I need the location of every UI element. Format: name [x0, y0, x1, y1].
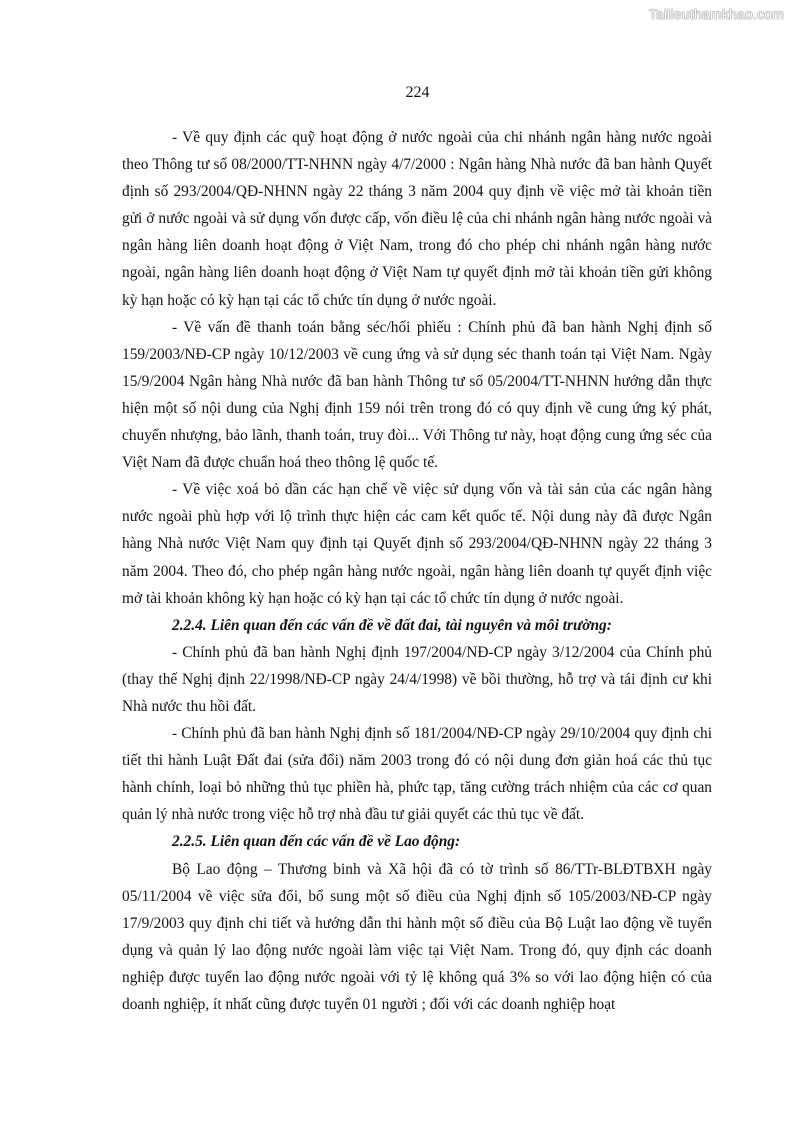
paragraph-decree-197: - Chính phủ đã ban hành Nghị định 197/2004/NĐ-CP ngày 3/12/2004 của Chính phủ (thay thế Nghị định 22/1998/NĐ-CP ngày 24/4/1998) về bồi thường, hỗ trợ và tái định cư khi Nhà nước thu hồi đất.: [122, 643, 712, 715]
paragraph-foreign-funds: - Về quy định các quỹ hoạt động ở nước ngoài của chi nhánh ngân hàng nước ngoài theo Thông tư số 08/2000/TT-NHNN ngày 4/7/2000 : Ngân hàng Nhà nước đã ban hành Quyết định số 293/2004/QĐ-NHNN ngày 22 tháng 3 năm 2004 quy định về việc mở tài khoản tiền gửi ở nước ngoài và sử dụng vốn được cấp, vốn điều lệ của chi nhánh ngân hàng nước ngoài và ngân hàng liên doanh hoạt động ở Việt Nam, trong đó cho phép chi nhánh ngân hàng nước ngoài, ngân hàng liên doanh hoạt động ở Việt Nam tự quyết định mở tài khoản tiền gửi không kỳ hạn hoặc có kỳ hạn tại các tổ chức tín dụng ở nước ngoài.: [122, 129, 712, 309]
page-number: 224: [405, 84, 430, 101]
section-heading-land: 2.2.4. Liên quan đến các vấn đề về đất đai, tài nguyên và môi trường:: [172, 616, 612, 634]
paragraph-decree-181: - Chính phủ đã ban hành Nghị định số 181/2004/NĐ-CP ngày 29/10/2004 quy định chi tiết thi hành Luật Đất đai (sửa đổi) năm 2003 trong đó có nội dung đơn giản hoá các thủ tục hành chính, loại bỏ những thủ tục phiền hà, phức tạp, tăng cường trách nhiệm của các cơ quan quản lý nhà nước trong việc hỗ trợ nhà đầu tư giải quyết các thủ tục về đất.: [122, 725, 712, 824]
paragraph-labour-ministry: Bộ Lao động – Thương binh và Xã hội đã có tờ trình số 86/TTr-BLĐTBXH ngày 05/11/2004 về việc sửa đổi, bổ sung một số điều của Nghị định số 105/2003/NĐ-CP ngày 17/9/2003 quy định chi tiết và hướng dẫn thi hành một số điều của Bộ Luật lao động về tuyển dụng và quản lý lao động nước ngoài làm việc tại Việt Nam. Trong đó, quy định các doanh nghiệp được tuyển lao động nước ngoài với tỷ lệ không quá 3% so với lao động hiện có của doanh nghiệp, ít nhất cũng được tuyển 01 người ; đối với các doanh nghiệp hoạt: [122, 860, 712, 1013]
section-heading-labour: 2.2.5. Liên quan đến các vấn đề về Lao động:: [172, 833, 461, 851]
paragraph-cheque-payment: - Về vấn đề thanh toán bằng séc/hối phiếu : Chính phủ đã ban hành Nghị định số 159/2003/NĐ-CP ngày 10/12/2003 về cung ứng và sử dụng séc thanh toán tại Việt Nam. Ngày 15/9/2004 Ngân hàng Nhà nước đã ban hành Thông tư số 05/2004/TT-NHNN hướng dẫn thực hiện một số nội dung của Nghị định 159 nói trên trong đó có quy định về cung ứng ký phát, chuyển nhượng, bảo lãnh, thanh toán, truy đòi... Với Thông tư này, hoạt động cung ứng séc của Việt Nam đã được chuẩn hoá theo thông lệ quốc tế.: [122, 318, 712, 472]
document-body: [122, 124, 712, 1018]
paragraph-capital-restrictions: - Về việc xoá bỏ dần các hạn chế về việc sử dụng vốn và tài sản của các ngân hàng nước ngoài phù hợp với lộ trình thực hiện các cam kết quốc tế. Nội dung này đã được Ngân hàng Nhà nước Việt Nam quy định tại Quyết định số 293/2004/QĐ-NHNN ngày 22 tháng 3 năm 2004. Theo đó, cho phép ngân hàng nước ngoài, ngân hàng liên doanh tự quyết định việc mở tài khoản không kỳ hạn hoặc có kỳ hạn tại các tổ chức tín dụng ở nước ngoài.: [122, 481, 712, 607]
watermark-text: Tailieuthamkhao.com: [648, 6, 784, 22]
